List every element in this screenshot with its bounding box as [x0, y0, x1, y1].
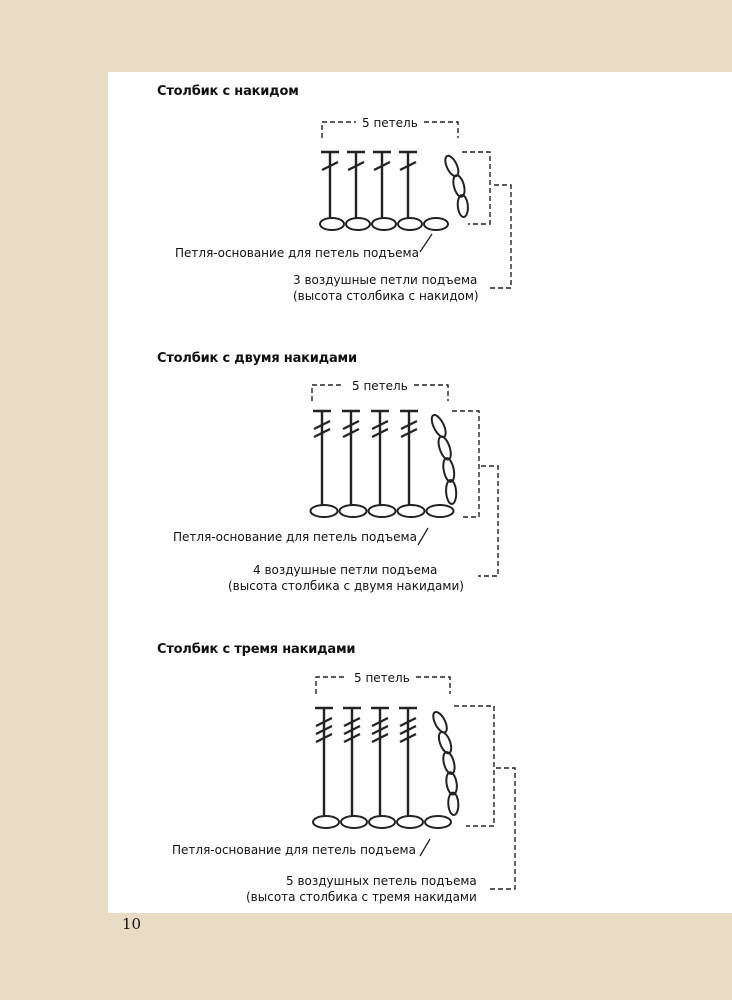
chain-label-line1: 5 воздушных петель подъема — [286, 874, 477, 888]
base-label: Петля-основание для петель подъема — [172, 843, 416, 857]
top-label: 5 петель — [362, 116, 418, 130]
chain-label-line1: 3 воздушные петли подъема — [293, 273, 478, 287]
page-number: 10 — [122, 915, 142, 933]
section-heading: Столбик с тремя накидами — [157, 642, 356, 657]
base-label: Петля-основание для петель подъема — [173, 530, 417, 544]
top-label: 5 петель — [354, 671, 410, 685]
top-label: 5 петель — [352, 379, 408, 393]
chain-label-line1: 4 воздушные петли подъема — [253, 563, 438, 577]
book-page — [108, 72, 732, 913]
chain-label-line2: (высота столбика с тремя накидами — [246, 890, 477, 904]
section-heading: Столбик с накидом — [157, 84, 299, 99]
chain-label-line2: (высота столбика с двумя накидами) — [228, 579, 464, 593]
base-label: Петля-основание для петель подъема — [175, 246, 419, 260]
chain-label-line2: (высота столбика с накидом) — [293, 289, 479, 303]
section-heading: Столбик с двумя накидами — [157, 351, 357, 366]
